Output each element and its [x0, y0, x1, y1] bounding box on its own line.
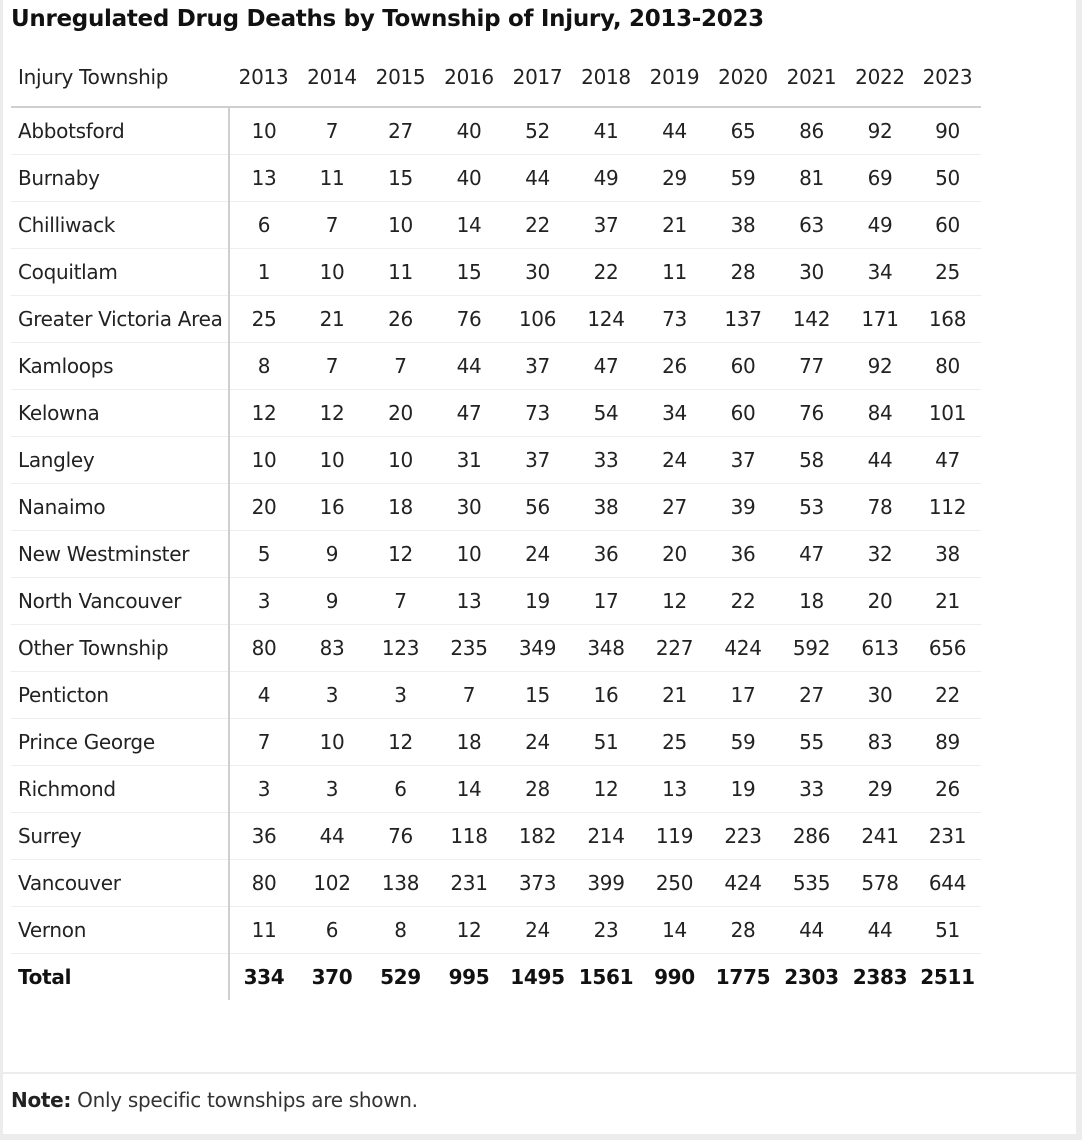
value-cell-2014: 7 [325, 119, 339, 143]
value-cell-2023: 656 [928, 636, 967, 660]
value-cell-2017: 56 [525, 495, 550, 519]
value-cell-2023: 101 [928, 401, 967, 425]
total-cell-2023: 2511 [920, 965, 975, 989]
value-cell-2017: 44 [525, 166, 550, 190]
value-cell-2021: 53 [799, 495, 824, 519]
value-cell-2022: 29 [867, 777, 893, 801]
value-cell-2021: 77 [799, 354, 824, 378]
value-cell-2018: 33 [593, 448, 619, 472]
value-cell-2014: 102 [313, 871, 351, 895]
value-cell-2015: 10 [388, 448, 413, 472]
value-cell-2022: 92 [867, 354, 893, 378]
value-cell-2016: 47 [456, 401, 482, 425]
value-cell-2013: 80 [251, 871, 277, 895]
value-cell-2017: 182 [518, 824, 557, 848]
value-cell-2014: 3 [325, 683, 339, 707]
note-area [3, 1074, 1076, 1134]
value-cell-2021: 81 [799, 166, 824, 190]
township-name: Burnaby [11, 155, 229, 202]
value-cell-2013: 6 [257, 213, 271, 237]
value-cell-2014: 10 [319, 730, 345, 754]
value-cell-2014: 44 [319, 824, 345, 848]
value-cell-2013: 4 [257, 683, 271, 707]
value-cell-2020: 28 [730, 918, 756, 942]
value-cell-2018: 12 [593, 777, 619, 801]
value-cell-2017: 52 [525, 119, 550, 143]
value-cell-2019: 73 [662, 307, 687, 331]
value-cell-2016: 231 [450, 871, 488, 895]
value-cell-2015: 8 [394, 918, 407, 942]
value-cell-2019: 21 [662, 683, 687, 707]
column-header-2022: 2022 [855, 64, 905, 89]
value-cell-2021: 58 [799, 448, 824, 472]
value-cell-2022: 69 [867, 166, 893, 190]
township-name: Prince George [11, 719, 229, 766]
value-cell-2014: 7 [325, 354, 339, 378]
value-cell-2020: 59 [730, 730, 756, 754]
total-cell-2020: 1775 [715, 965, 771, 989]
row-header: Injury Township [18, 64, 169, 89]
value-cell-2014: 9 [325, 542, 339, 566]
value-cell-2017: 37 [525, 448, 550, 472]
value-cell-2015: 15 [388, 166, 413, 190]
value-cell-2018: 49 [593, 166, 619, 190]
value-cell-2016: 40 [456, 166, 482, 190]
footnote [11, 1088, 418, 1112]
value-cell-2020: 17 [730, 683, 756, 707]
value-cell-2014: 9 [325, 589, 339, 613]
township-name: Chilliwack [11, 202, 229, 249]
value-cell-2019: 13 [662, 777, 687, 801]
value-cell-2017: 106 [518, 307, 557, 331]
value-cell-2021: 47 [799, 542, 824, 566]
value-cell-2013: 1 [257, 260, 271, 284]
township-name: Greater Victoria Area [11, 296, 229, 343]
value-cell-2023: 51 [935, 918, 960, 942]
value-cell-2018: 23 [593, 918, 619, 942]
value-cell-2016: 10 [456, 542, 482, 566]
value-cell-2018: 214 [587, 824, 625, 848]
column-header-2015: 2015 [375, 64, 426, 89]
column-header-2016: 2016 [444, 64, 494, 89]
value-cell-2015: 27 [388, 119, 413, 143]
table-row [11, 343, 981, 390]
value-cell-2017: 15 [525, 683, 550, 707]
value-cell-2018: 38 [593, 495, 619, 519]
value-cell-2014: 83 [319, 636, 345, 660]
value-cell-2020: 223 [724, 824, 762, 848]
value-cell-2023: 89 [935, 730, 960, 754]
value-cell-2013: 10 [251, 119, 277, 143]
township-name: Coquitlam [11, 249, 229, 296]
column-header-2023: 2023 [922, 64, 973, 89]
value-cell-2016: 15 [456, 260, 482, 284]
value-cell-2020: 36 [730, 542, 756, 566]
value-cell-2019: 20 [662, 542, 687, 566]
table-row [11, 390, 981, 437]
value-cell-2021: 63 [799, 213, 824, 237]
value-cell-2023: 80 [935, 354, 960, 378]
value-cell-2023: 90 [935, 119, 960, 143]
value-cell-2019: 25 [662, 730, 687, 754]
value-cell-2016: 40 [456, 119, 482, 143]
value-cell-2016: 14 [456, 777, 482, 801]
value-cell-2017: 19 [525, 589, 550, 613]
value-cell-2013: 12 [251, 401, 277, 425]
table-row [11, 672, 981, 719]
column-header-2020: 2020 [718, 64, 768, 89]
note-text: Only specific townships are shown. [71, 1088, 418, 1112]
header-row [11, 47, 981, 107]
value-cell-2018: 54 [593, 401, 619, 425]
column-header-2014: 2014 [307, 64, 357, 89]
value-cell-2022: 78 [867, 495, 893, 519]
township-name: New Westminster [11, 531, 229, 578]
value-cell-2018: 47 [593, 354, 619, 378]
table-row [11, 531, 981, 578]
value-cell-2016: 118 [450, 824, 488, 848]
township-name: Vernon [11, 907, 229, 954]
value-cell-2015: 7 [394, 354, 407, 378]
township-name: Langley [11, 437, 229, 484]
value-cell-2020: 65 [730, 119, 756, 143]
value-cell-2013: 80 [251, 636, 277, 660]
total-cell-2016: 995 [448, 965, 490, 989]
value-cell-2023: 112 [928, 495, 967, 519]
value-cell-2017: 37 [525, 354, 550, 378]
value-cell-2014: 12 [319, 401, 345, 425]
value-cell-2023: 50 [935, 166, 960, 190]
value-cell-2016: 235 [450, 636, 488, 660]
value-cell-2020: 60 [730, 354, 756, 378]
value-cell-2017: 349 [518, 636, 557, 660]
value-cell-2022: 49 [867, 213, 893, 237]
value-cell-2018: 41 [593, 119, 619, 143]
value-cell-2016: 31 [456, 448, 482, 472]
value-cell-2015: 76 [388, 824, 413, 848]
value-cell-2013: 7 [257, 730, 271, 754]
value-cell-2015: 6 [394, 777, 407, 801]
value-cell-2013: 5 [257, 542, 271, 566]
value-cell-2017: 24 [525, 918, 550, 942]
value-cell-2021: 76 [799, 401, 824, 425]
column-header-2017: 2017 [512, 64, 563, 89]
value-cell-2016: 30 [456, 495, 482, 519]
value-cell-2015: 138 [381, 871, 420, 895]
value-cell-2015: 26 [388, 307, 413, 331]
value-cell-2013: 11 [251, 918, 277, 942]
column-header-2013: 2013 [238, 64, 289, 89]
total-row [11, 954, 981, 1001]
value-cell-2013: 13 [251, 166, 277, 190]
value-cell-2020: 38 [730, 213, 756, 237]
value-cell-2021: 535 [792, 871, 831, 895]
value-cell-2018: 37 [593, 213, 619, 237]
value-cell-2021: 33 [799, 777, 824, 801]
value-cell-2013: 8 [257, 354, 271, 378]
value-cell-2016: 7 [462, 683, 476, 707]
value-cell-2016: 12 [456, 918, 482, 942]
total-cell-2015: 529 [380, 965, 421, 989]
value-cell-2013: 3 [257, 589, 271, 613]
chart-title: Unregulated Drug Deaths by Township of Injury, 2013-2023 [11, 6, 764, 32]
value-cell-2018: 51 [593, 730, 619, 754]
value-cell-2019: 34 [662, 401, 687, 425]
value-cell-2019: 26 [662, 354, 687, 378]
value-cell-2015: 10 [388, 213, 413, 237]
value-cell-2023: 47 [935, 448, 960, 472]
value-cell-2021: 592 [792, 636, 831, 660]
value-cell-2015: 12 [388, 730, 413, 754]
value-cell-2023: 25 [935, 260, 960, 284]
township-name: Kamloops [11, 343, 229, 390]
value-cell-2019: 14 [662, 918, 687, 942]
value-cell-2017: 24 [525, 730, 550, 754]
value-cell-2023: 60 [935, 213, 960, 237]
table-row [11, 155, 981, 202]
value-cell-2022: 20 [867, 589, 893, 613]
value-cell-2021: 86 [799, 119, 824, 143]
total-cell-2013: 334 [243, 965, 285, 989]
township-name: Vancouver [11, 860, 229, 907]
table-card [3, 0, 1076, 1072]
value-cell-2018: 16 [593, 683, 619, 707]
value-cell-2023: 168 [928, 307, 967, 331]
value-cell-2020: 37 [730, 448, 756, 472]
township-name: North Vancouver [11, 578, 229, 625]
column-header-2021: 2021 [786, 64, 837, 89]
value-cell-2022: 578 [861, 871, 899, 895]
township-name: Kelowna [11, 390, 229, 437]
column-header-2018: 2018 [581, 64, 631, 89]
value-cell-2014: 21 [319, 307, 345, 331]
value-cell-2019: 250 [655, 871, 694, 895]
value-cell-2014: 3 [325, 777, 339, 801]
value-cell-2019: 21 [662, 213, 687, 237]
value-cell-2023: 38 [935, 542, 960, 566]
township-name: Nanaimo [11, 484, 229, 531]
value-cell-2014: 16 [319, 495, 345, 519]
value-cell-2017: 373 [518, 871, 557, 895]
value-cell-2021: 27 [799, 683, 824, 707]
table-row [11, 202, 981, 249]
value-cell-2022: 34 [867, 260, 893, 284]
value-cell-2022: 92 [867, 119, 893, 143]
value-cell-2017: 22 [525, 213, 550, 237]
value-cell-2021: 142 [792, 307, 831, 331]
value-cell-2015: 11 [388, 260, 413, 284]
table-row [11, 437, 981, 484]
value-cell-2015: 18 [388, 495, 413, 519]
value-cell-2023: 644 [928, 871, 967, 895]
township-name: Other Township [11, 625, 229, 672]
value-cell-2022: 30 [867, 683, 893, 707]
value-cell-2021: 55 [799, 730, 824, 754]
value-cell-2015: 12 [388, 542, 413, 566]
value-cell-2019: 44 [662, 119, 687, 143]
value-cell-2016: 14 [456, 213, 482, 237]
value-cell-2019: 119 [655, 824, 694, 848]
value-cell-2018: 348 [587, 636, 625, 660]
value-cell-2018: 22 [593, 260, 619, 284]
township-name: Penticton [11, 672, 229, 719]
table-row [11, 813, 981, 860]
data-table [11, 47, 981, 1000]
value-cell-2015: 7 [394, 589, 407, 613]
total-cell-2022: 2383 [852, 965, 908, 989]
value-cell-2014: 6 [325, 918, 339, 942]
table-row [11, 719, 981, 766]
value-cell-2021: 30 [799, 260, 824, 284]
total-cell-2014: 370 [311, 965, 353, 989]
value-cell-2013: 25 [251, 307, 277, 331]
value-cell-2013: 3 [257, 777, 271, 801]
value-cell-2022: 171 [861, 307, 899, 331]
value-cell-2017: 73 [525, 401, 550, 425]
value-cell-2017: 24 [525, 542, 550, 566]
value-cell-2023: 26 [935, 777, 960, 801]
value-cell-2016: 44 [456, 354, 482, 378]
table-body [11, 107, 981, 1000]
value-cell-2019: 27 [662, 495, 687, 519]
value-cell-2015: 123 [381, 636, 420, 660]
value-cell-2016: 18 [456, 730, 482, 754]
value-cell-2022: 44 [867, 918, 893, 942]
value-cell-2021: 18 [799, 589, 824, 613]
township-name: Abbotsford [11, 107, 229, 155]
value-cell-2021: 286 [792, 824, 831, 848]
value-cell-2022: 32 [867, 542, 893, 566]
value-cell-2021: 44 [799, 918, 824, 942]
table-row [11, 484, 981, 531]
value-cell-2014: 10 [319, 448, 345, 472]
value-cell-2022: 613 [861, 636, 899, 660]
value-cell-2020: 137 [724, 307, 762, 331]
value-cell-2020: 39 [730, 495, 756, 519]
table-row [11, 860, 981, 907]
value-cell-2020: 19 [730, 777, 756, 801]
total-cell-2021: 2303 [784, 965, 839, 989]
table-row [11, 296, 981, 343]
total-cell-2019: 990 [654, 965, 695, 989]
value-cell-2019: 11 [662, 260, 687, 284]
value-cell-2013: 10 [251, 448, 277, 472]
value-cell-2016: 13 [456, 589, 482, 613]
value-cell-2018: 124 [587, 307, 625, 331]
value-cell-2017: 30 [525, 260, 550, 284]
value-cell-2020: 424 [724, 871, 762, 895]
township-name: Total [11, 954, 229, 1001]
total-cell-2017: 1495 [510, 965, 565, 989]
value-cell-2019: 12 [662, 589, 687, 613]
value-cell-2019: 24 [662, 448, 687, 472]
value-cell-2015: 20 [388, 401, 413, 425]
table-row [11, 249, 981, 296]
value-cell-2023: 22 [935, 683, 960, 707]
value-cell-2022: 83 [867, 730, 893, 754]
value-cell-2022: 84 [867, 401, 893, 425]
value-cell-2020: 22 [730, 589, 756, 613]
value-cell-2018: 399 [587, 871, 625, 895]
value-cell-2019: 227 [655, 636, 694, 660]
value-cell-2013: 36 [251, 824, 277, 848]
township-name: Richmond [11, 766, 229, 813]
table-row [11, 907, 981, 954]
value-cell-2016: 76 [456, 307, 482, 331]
value-cell-2023: 21 [935, 589, 960, 613]
value-cell-2017: 28 [525, 777, 550, 801]
value-cell-2023: 231 [928, 824, 967, 848]
value-cell-2014: 10 [319, 260, 345, 284]
value-cell-2013: 20 [251, 495, 277, 519]
value-cell-2019: 29 [662, 166, 687, 190]
table-row [11, 766, 981, 813]
table-row [11, 107, 981, 155]
value-cell-2020: 59 [730, 166, 756, 190]
value-cell-2020: 28 [730, 260, 756, 284]
township-name: Surrey [11, 813, 229, 860]
value-cell-2022: 44 [867, 448, 893, 472]
note-label: Note: [11, 1088, 72, 1112]
table-row [11, 578, 981, 625]
column-header-2019: 2019 [649, 64, 700, 89]
value-cell-2014: 7 [325, 213, 339, 237]
value-cell-2014: 11 [319, 166, 345, 190]
value-cell-2018: 17 [593, 589, 619, 613]
value-cell-2020: 424 [724, 636, 762, 660]
value-cell-2020: 60 [730, 401, 756, 425]
value-cell-2015: 3 [394, 683, 407, 707]
table-row [11, 625, 981, 672]
value-cell-2022: 241 [861, 824, 899, 848]
value-cell-2018: 36 [593, 542, 619, 566]
total-cell-2018: 1561 [578, 965, 634, 989]
